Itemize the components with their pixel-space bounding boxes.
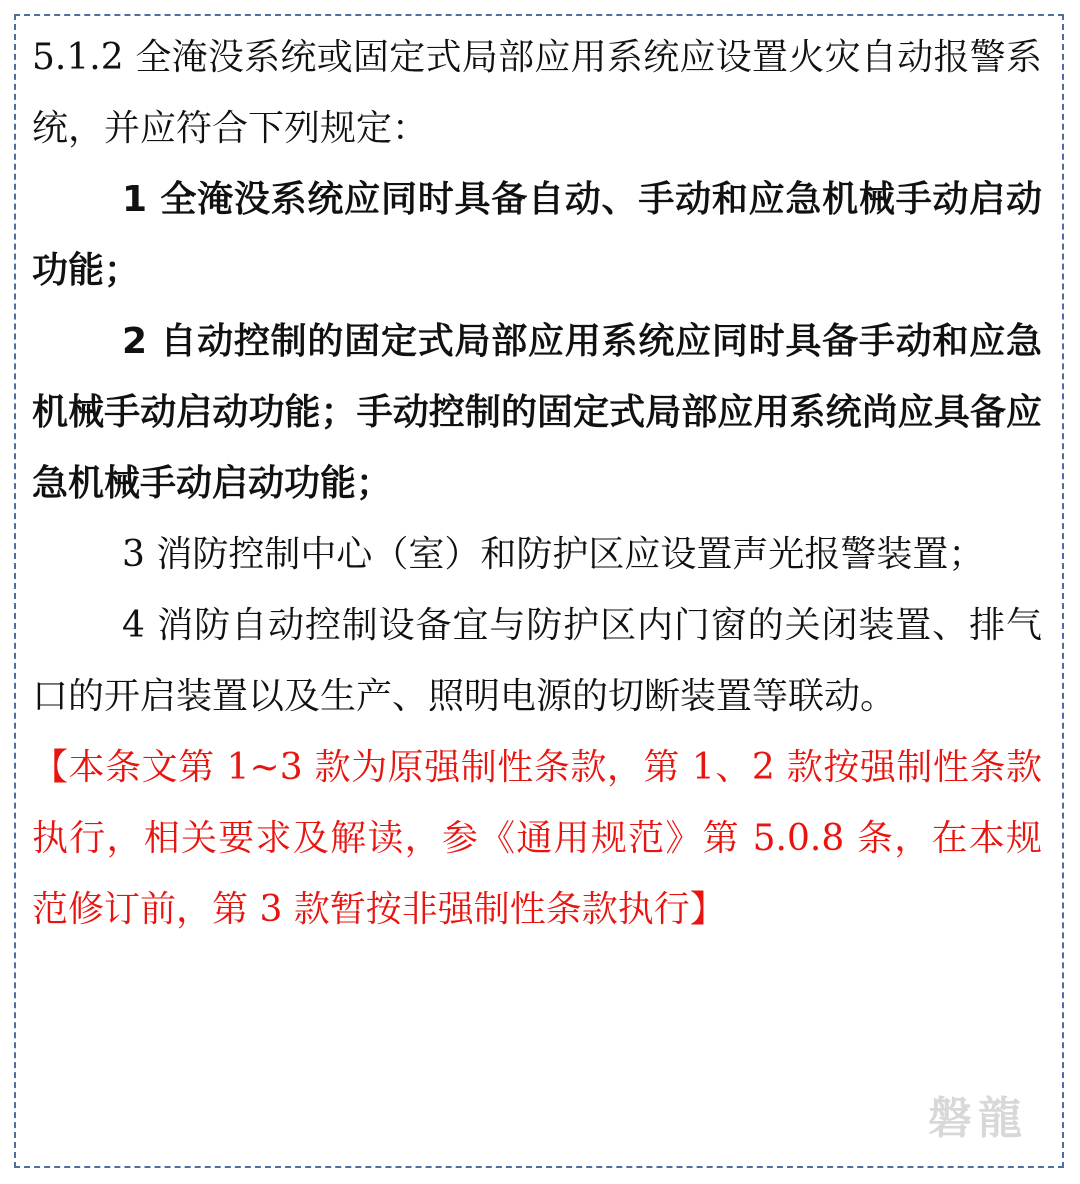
clause-item-3: 3 消防控制中心（室）和防护区应设置声光报警装置； <box>122 534 985 575</box>
clause-item-1: 1 全淹没系统应同时具备自动、手动和应急机械手动启动功能； <box>32 179 1042 291</box>
watermark-logo: 磐龍 <box>928 1093 1028 1144</box>
clause-note: 【本条文第 1~3 款为原强制性条款，第 1、2 款按强制性条款执行，相关要求及解读，参《通用规范》第 5.0.8 条，在本规范修订前，第 3 款暂按非强制性条款执行】 <box>32 747 1042 930</box>
clause-heading: 5.1.2 全淹没系统或固定式局部应用系统应设置火灾自动报警系统，并应符合下列规定： <box>32 37 1042 149</box>
clause-item-4: 4 消防自动控制设备宜与防护区内门窗的关闭装置、排气口的开启装置以及生产、照明电源的切断装置等联动。 <box>32 605 1042 717</box>
clause-item-2: 2 自动控制的固定式局部应用系统应同时具备手动和应急机械手动启动功能；手动控制的固定式局部应用系统尚应具备应急机械手动启动功能； <box>32 321 1042 504</box>
clause-body <box>32 22 1042 945</box>
